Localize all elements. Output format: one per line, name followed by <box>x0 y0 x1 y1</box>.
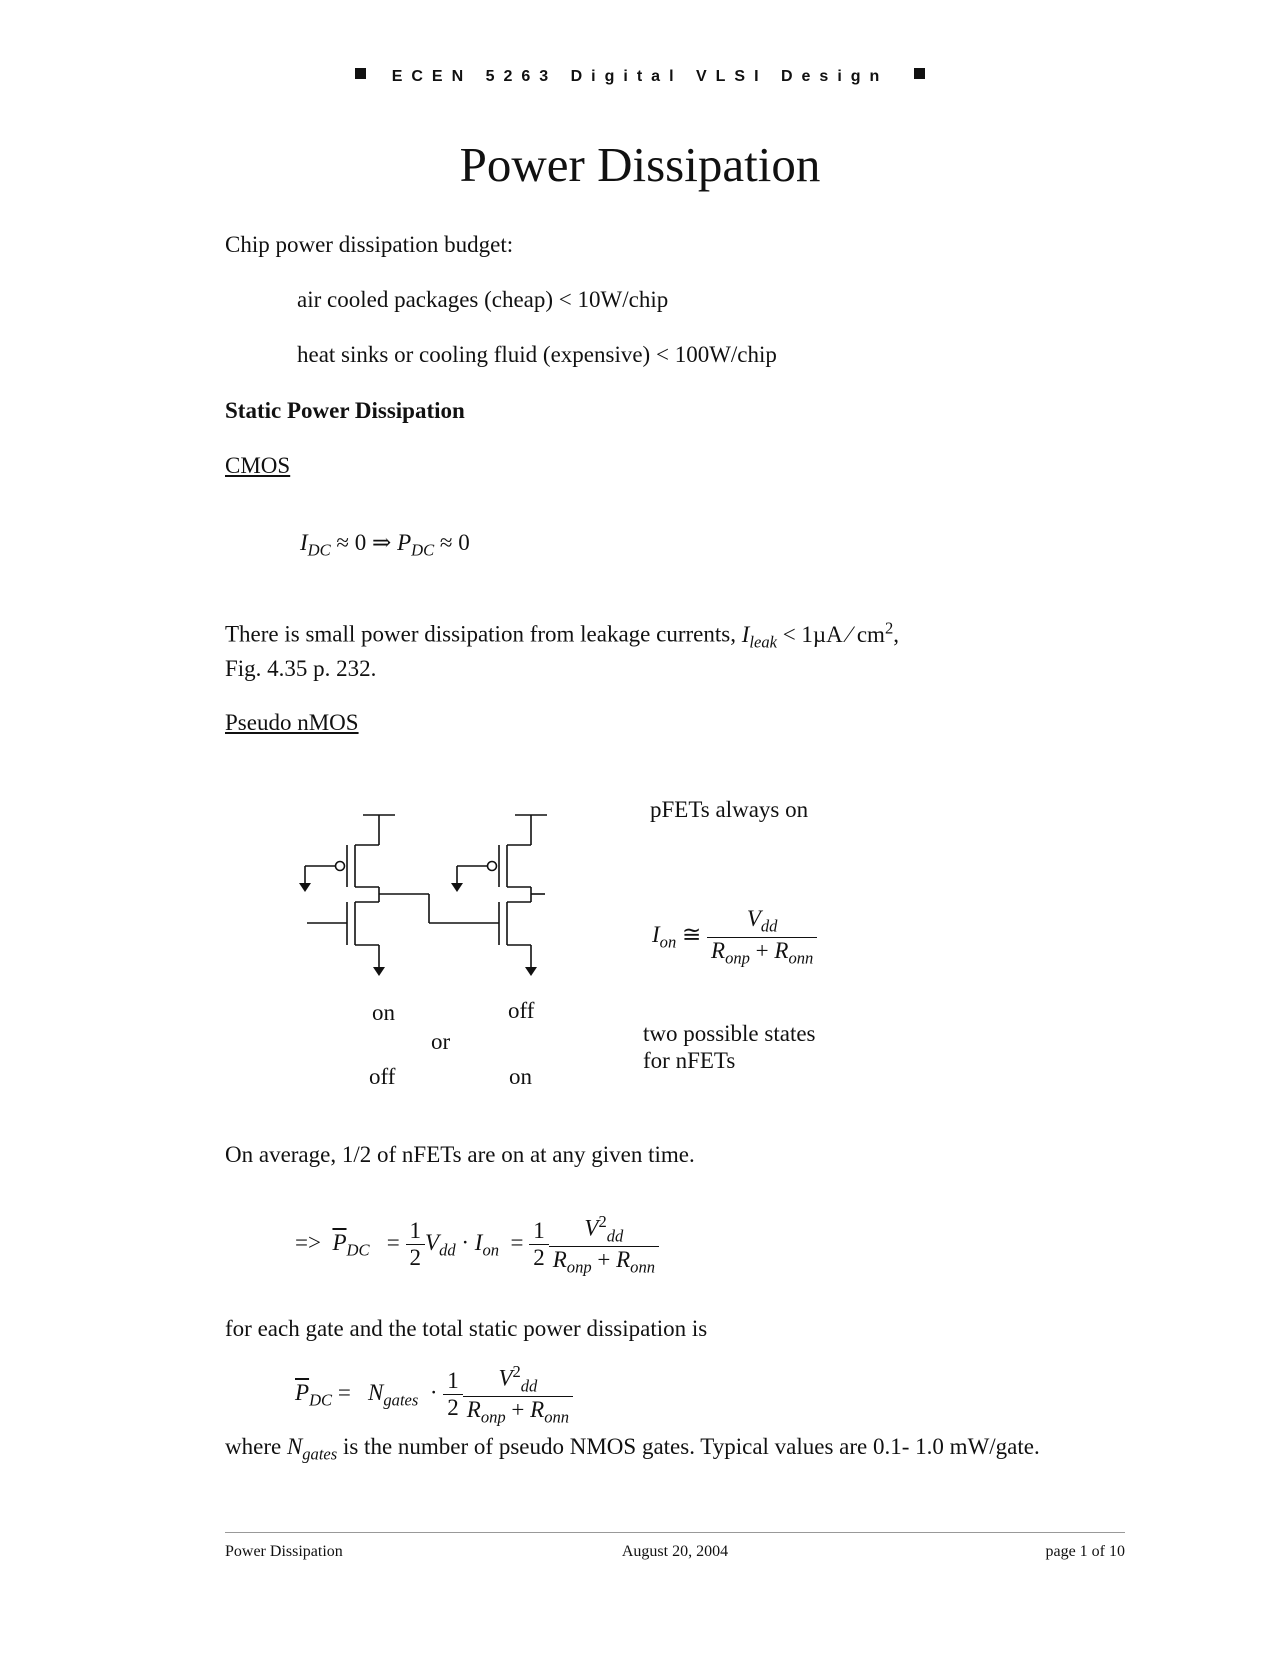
equation-ion: $I_{on}$ ≅ $\frac{V_{dd}}{R_{onp} + R_{onn}}$ <box>652 906 817 968</box>
budget-air-cooled: air cooled packages (cheap) < 10W/chip <box>297 287 669 312</box>
equation-average-power: => $\overline{P}_{DC}$ = $\frac{1}{2}$ $V_{dd} \cdot I_{on}$ = $\frac{1}{2}$ $\frac{V^2_{dd}}{R_{onp} + R_{onn}}$ <box>295 1212 659 1278</box>
state-right-top: off <box>508 998 535 1023</box>
state-left-top: on <box>372 1000 395 1025</box>
bullet-square-icon <box>355 68 366 79</box>
page-title: Power Dissipation <box>459 137 821 192</box>
states-note-line2: for nFETs <box>643 1048 736 1073</box>
states-note-line1: two possible states <box>643 1021 816 1046</box>
equation-cmos-dc: $I_{DC} \approx 0$ ⇒ $P_{DC} \approx 0$ <box>300 530 470 560</box>
right-gate-schematic <box>451 815 547 976</box>
subsection-pseudo-nmos: Pseudo nMOS <box>225 710 359 735</box>
equation-leakage: $I_{leak} < 1\mu A$ ⁄ $cm^2$, <box>741 618 899 652</box>
each-gate-text: for each gate and the total static power dissipation is <box>225 1316 708 1341</box>
state-left-bottom: off <box>369 1064 396 1089</box>
footer-rule <box>225 1532 1125 1533</box>
footer-center: August 20, 2004 <box>621 1543 729 1560</box>
budget-intro: Chip power dissipation budget: <box>225 232 514 257</box>
budget-heat-sinks: heat sinks or cooling fluid (expensive) < 100W/chip <box>297 342 777 367</box>
equation-total-power: $\overline{P}_{DC} = N_{gates}$ · $\frac{1}{2}$ $\frac{V^2_{dd}}{R_{onp} + R_{onn}}$ <box>295 1362 573 1428</box>
pfets-note: pFETs always on <box>650 797 809 822</box>
where-text-before: where <box>225 1434 282 1459</box>
page-header <box>0 68 1280 86</box>
pseudo-nmos-circuit-diagram <box>295 805 565 995</box>
bullet-square-icon <box>914 68 925 79</box>
average-text: On average, 1/2 of nFETs are on at any given time. <box>225 1142 695 1167</box>
section-heading-static: Static Power Dissipation <box>225 398 465 423</box>
subsection-cmos: CMOS <box>225 453 291 478</box>
where-line <box>225 1434 1040 1465</box>
leakage-text: There is small power dissipation from leakage currents, <box>225 621 736 647</box>
leakage-figure-ref: Fig. 4.35 p. 232. <box>225 656 377 681</box>
n-gates-symbol: $N_{gates}$ <box>286 1434 338 1464</box>
where-text-after: is the number of pseudo NMOS gates. Typical values are 0.1- 1.0 mW/gate. <box>342 1434 1040 1459</box>
footer-left: Power Dissipation <box>225 1543 343 1560</box>
state-or: or <box>431 1029 451 1054</box>
footer-right: page 1 of 10 <box>1045 1543 1125 1560</box>
left-gate-schematic <box>299 815 499 976</box>
course-title: ECEN 5263 Digital VLSI Design <box>391 68 889 85</box>
leakage-line <box>225 618 899 652</box>
state-right-bottom: on <box>509 1064 532 1089</box>
